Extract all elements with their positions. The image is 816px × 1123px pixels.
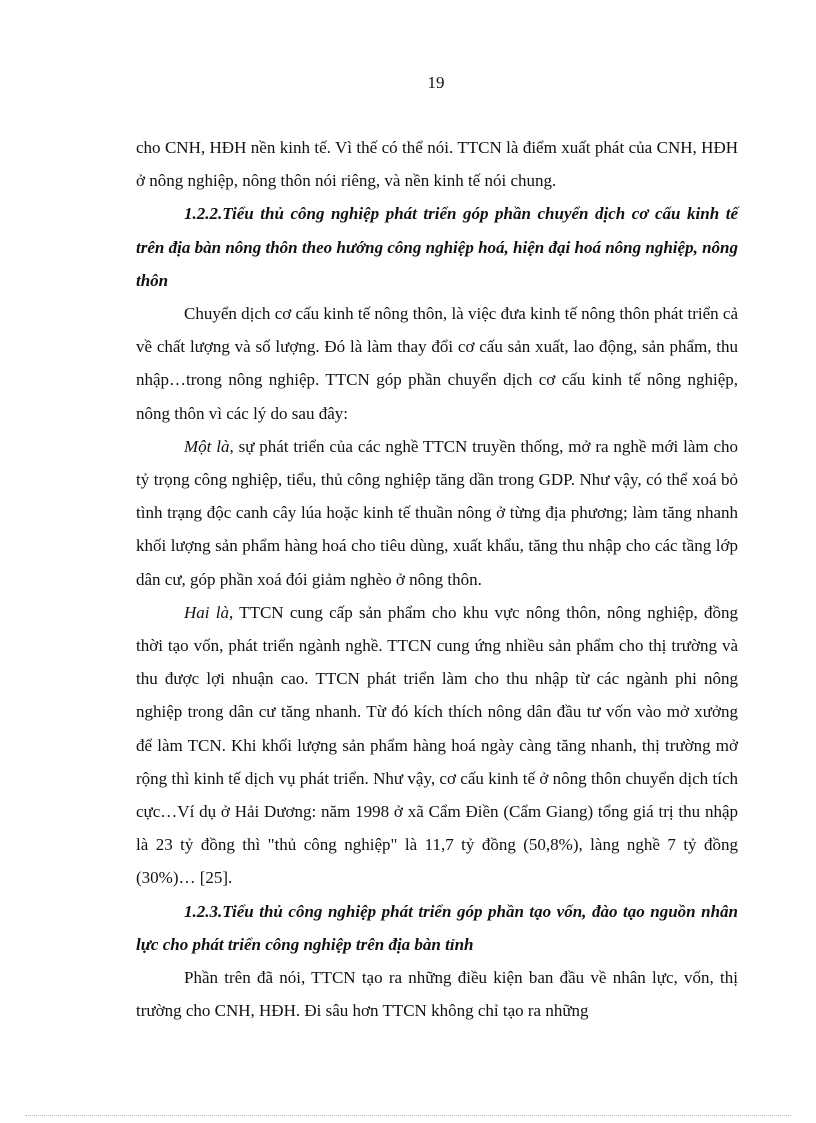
page-bottom-divider: [25, 1115, 791, 1116]
document-body: [136, 131, 738, 1027]
paragraph-capital-training: Phần trên đã nói, TTCN tạo ra những điều kiện ban đầu về nhân lực, vốn, thị trường cho CNH, HĐH. Đi sâu hơn TTCN không chỉ tạo ra những: [136, 968, 738, 1021]
section-heading-1-2-2: 1.2.2.Tiểu thủ công nghiệp phát triển góp phần chuyển dịch cơ cấu kinh tế trên địa bàn nông thôn theo hướng công nghiệp hoá, hiện đại hoá nông nghiệp, nông thôn: [136, 204, 738, 290]
second-reason-lead: Hai là: [184, 602, 229, 622]
paragraph-intro: cho CNH, HĐH nền kinh tế. Vì thế có thể nói. TTCN là điểm xuất phát của CNH, HĐH ở nông nghiệp, nông thôn nói riêng, và nền kinh tế nói chung.: [136, 138, 738, 191]
second-reason-text: , TTCN cung cấp sản phẩm cho khu vực nông thôn, nông nghiệp, đồng thời tạo vốn, phát triển ngành nghề. TTCN cung ứng nhiều sản phẩm cho thị trường và thu được lợi nhuận cao. TTCN phát triển làm cho thu nhập từ các ngành phi nông nghiệp trong dân cư tăng nhanh. Từ đó kích thích nông dân đầu tư vốn vào mở xưởng để làm TCN. Khi khối lượng sản phẩm hàng hoá ngày càng tăng nhanh, thị trường mở rộng thì kinh tế dịch vụ phát triển. Như vậy, cơ cấu kinh tế ở nông thôn chuyển dịch tích cực…Ví dụ ở Hải Dương: năm 1998 ở xã Cẩm Điền (Cẩm Giang) tổng giá trị thu nhập là 23 tỷ đồng thì "thủ công nghiệp" là 11,7 tỷ đồng (50,8%), làng nghề 7 tỷ đồng (30%)… [25].: [136, 602, 738, 888]
paragraph-first-reason: [136, 430, 738, 596]
paragraph-second-reason: [136, 596, 738, 895]
first-reason-lead: Một là: [184, 436, 230, 456]
first-reason-text: , sự phát triển của các nghề TTCN truyền thống, mở ra nghề mới làm cho tỷ trọng công nghiệp, tiểu, thủ công nghiệp tăng dần trong GDP. Như vậy, có thể xoá bỏ tình trạng độc canh cây lúa hoặc kinh tế thuần nông ở từng địa phương; làm tăng nhanh khối lượng sản phẩm hàng hoá cho tiêu dùng, xuất khẩu, tăng thu nhập cho các tầng lớp dân cư, góp phần xoá đói giảm nghèo ở nông thôn.: [136, 436, 738, 589]
page-number: 19: [427, 73, 445, 92]
paragraph-restructuring: Chuyển dịch cơ cấu kinh tế nông thôn, là việc đưa kinh tế nông thôn phát triển cả về chất lượng và số lượng. Đó là làm thay đổi cơ cấu sản xuất, lao động, sản phẩm, thu nhập…trong nông nghiệp. TTCN góp phần chuyển dịch cơ cấu kinh tế nông nghiệp, nông thôn vì các lý do sau đây:: [136, 304, 738, 423]
section-heading-1-2-3: 1.2.3.Tiểu thủ công nghiệp phát triển góp phần tạo vốn, đào tạo nguồn nhân lực cho phát triển công nghiệp trên địa bàn tỉnh: [136, 901, 738, 954]
